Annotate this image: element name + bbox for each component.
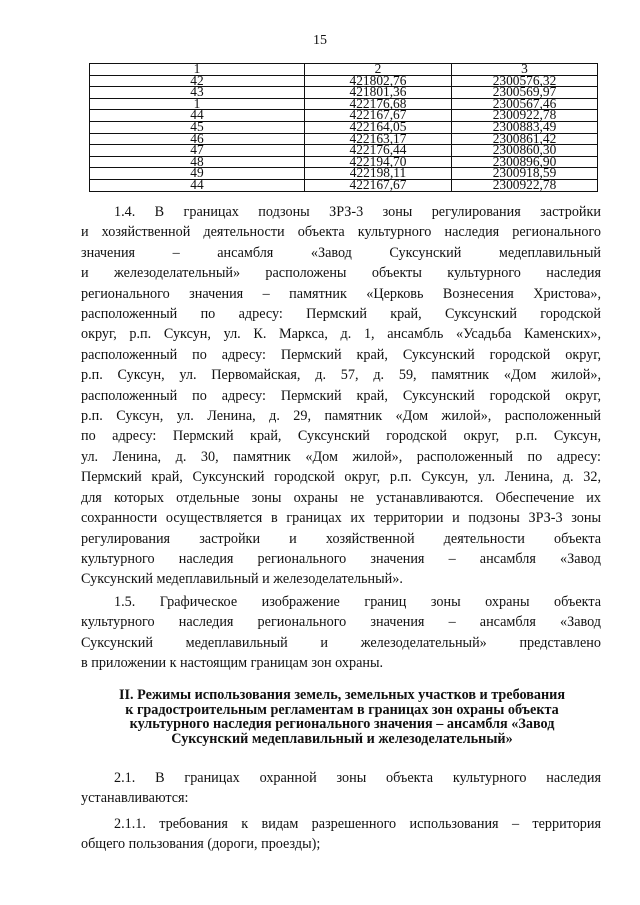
table-cell: 1 (90, 64, 305, 76)
table-cell: 2300861,42 (452, 133, 598, 145)
paragraph-line: по адресу: Пермский край, Суксунский городской округ, р.п. Суксун, (81, 428, 601, 445)
paragraph-line: устанавливаются: (81, 790, 189, 807)
paragraph-line: и хозяйственной деятельности объекта культурного наследия регионального (81, 224, 601, 241)
paragraph-line: расположенный по адресу: Пермский край, Суксунский городской округ, (81, 346, 601, 363)
paragraph-line: ул. Ленина, д. 30, памятник «Дом жилой», расположенный по адресу: (81, 448, 601, 465)
table-cell: 42 (90, 75, 305, 87)
table-cell: 46 (90, 133, 305, 145)
table-cell: 2300860,30 (452, 145, 598, 157)
paragraph-line: Суксунский медеплавильный и железоделательный». (81, 571, 403, 588)
paragraph-line: в приложении к настоящим границам зон охраны. (81, 655, 384, 672)
table-cell: 422198,11 (305, 168, 452, 180)
section-heading (92, 688, 592, 746)
paragraph-line: 2.1. В границах охранной зоны объекта культурного наследия (114, 770, 601, 786)
table-cell: 44 (90, 179, 305, 191)
table-cell: 422163,17 (305, 133, 452, 145)
table-cell: 2300918,59 (452, 168, 598, 180)
paragraph-line: 1.4. В границах подзоны ЗРЗ-3 зоны регулирования застройки (114, 204, 601, 220)
table-cell: 48 (90, 156, 305, 168)
table-cell: 422167,67 (305, 110, 452, 122)
paragraph-line: расположенный по адресу: Пермский край, Суксунский городской округ, (81, 387, 601, 404)
paragraph-2-1-1 (81, 814, 601, 855)
table-cell: 2300576,32 (452, 75, 598, 87)
paragraph-line: общего пользования (дороги, проезды); (81, 836, 321, 853)
table-cell: 2300569,97 (452, 87, 598, 99)
table-cell: 422176,44 (305, 145, 452, 157)
paragraph-line: для которых отдельные зоны охраны не устанавливаются. Обеспечение их (81, 489, 601, 506)
heading-line: Суксунский медеплавильный и железоделательный» (171, 730, 513, 747)
paragraph-line: Пермский край, Суксунский городской округ, р.п. Суксун, ул. Ленина, д. 32, (81, 469, 601, 486)
table-cell: 422194,70 (305, 156, 452, 168)
table-cell: 421801,36 (305, 87, 452, 99)
paragraph-line: р.п. Суксун, ул. Ленина, д. 29, памятник «Дом жилой», расположенный (81, 408, 601, 425)
table-cell: 2300922,78 (452, 110, 598, 122)
table-cell: 2300567,46 (452, 98, 598, 110)
paragraph-line: сохранности осуществляется в границах их территории и подзоны ЗРЗ-3 зоны (81, 510, 601, 527)
heading-line: II. Режимы использования земель, земельных участков и требования (118, 687, 566, 703)
paragraph-line: регулирования застройки и хозяйственной деятельности объекта (81, 530, 601, 547)
page-number: 15 (313, 33, 327, 48)
table-cell: 422176,68 (305, 98, 452, 110)
paragraph-line: культурного наследия регионального значения – ансамбля «Завод (81, 550, 601, 567)
paragraph-line: Суксунский медеплавильный и железоделательный» представлено (81, 634, 601, 651)
paragraph-line: 2.1.1. требования к видам разрешенного использования – территория (114, 816, 601, 832)
table-cell: 2300922,78 (452, 179, 598, 191)
table-cell: 49 (90, 168, 305, 180)
paragraph-line: культурного наследия регионального значения – ансамбля «Завод (81, 614, 601, 631)
table-cell: 3 (452, 64, 598, 76)
table-cell: 422167,67 (305, 179, 452, 191)
table-cell: 421802,76 (305, 75, 452, 87)
paragraph-line: расположенный по адресу: Пермский край, Суксунский городской (81, 306, 601, 323)
table-cell: 2300896,90 (452, 156, 598, 168)
coordinates-table (89, 63, 598, 192)
table-cell: 1 (90, 98, 305, 110)
table-cell: 47 (90, 145, 305, 157)
table-row (90, 179, 598, 191)
heading-line: культурного наследия регионального значения – ансамбля «Завод (129, 716, 555, 733)
paragraph-line: регионального значения – памятник «Церковь Вознесения Христова», (81, 285, 601, 302)
table-cell: 44 (90, 110, 305, 122)
paragraph-line: 1.5. Графическое изображение границ зоны охраны объекта (114, 594, 601, 610)
paragraph-line: округ, р.п. Суксун, ул. К. Маркса, д. 1, ансамбль «Усадьба Каменских», (81, 326, 601, 343)
paragraph-line: и железоделательный» расположены объекты культурного наследия (81, 265, 601, 282)
table-cell: 45 (90, 121, 305, 133)
paragraph-line: р.п. Суксун, ул. Первомайская, д. 57, д. 59, памятник «Дом жилой», (81, 367, 601, 384)
paragraph-1-4 (81, 202, 601, 590)
heading-line: к градостроительным регламентам в границах зон охраны объекта (125, 701, 559, 718)
paragraph-line: значения – ансамбля «Завод Суксунский медеплавильный (81, 244, 601, 261)
table-cell: 2300883,49 (452, 121, 598, 133)
paragraph-2-1 (81, 768, 601, 809)
table-cell: 2 (305, 64, 452, 76)
table-cell: 43 (90, 87, 305, 99)
paragraph-1-5 (81, 592, 601, 674)
table-cell: 422164,05 (305, 121, 452, 133)
